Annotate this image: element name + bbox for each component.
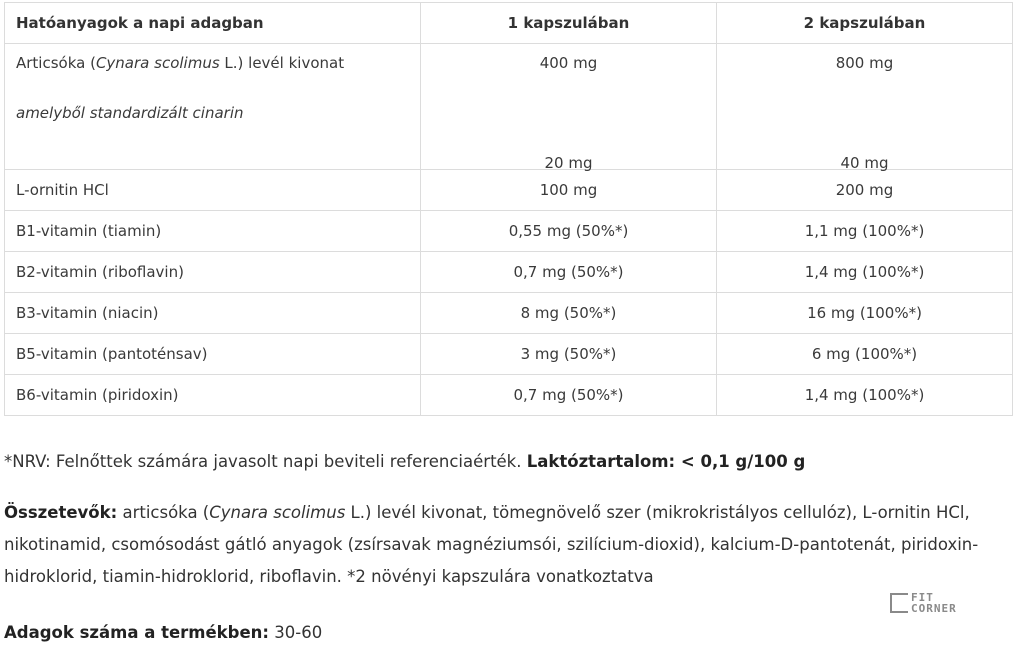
nrv-note: *NRV: Felnőttek számára javasolt napi beviteli referenciaérték. Laktóztartalom: < 0,1 g/100 g bbox=[4, 452, 806, 471]
artichoke-dose1: 400 mg bbox=[539, 54, 598, 72]
artichoke-dose2-cell bbox=[717, 44, 1013, 170]
row-dose1: 100 mg bbox=[421, 170, 717, 211]
row-dose2: 1,4 mg (100%*) bbox=[717, 375, 1013, 416]
header-two-capsules: 2 kapszulában bbox=[717, 3, 1013, 44]
table-row bbox=[5, 211, 1013, 252]
row-dose2: 1,1 mg (100%*) bbox=[717, 211, 1013, 252]
cinarin-dose1: 20 mg bbox=[544, 154, 593, 172]
row-name: B5-vitamin (pantoténsav) bbox=[5, 334, 421, 375]
fitcorner-logo: FIT CORNER bbox=[890, 591, 990, 617]
row-name: B6-vitamin (piridoxin) bbox=[5, 375, 421, 416]
row-dose1: 0,7 mg (50%*) bbox=[421, 252, 717, 293]
table-header-row bbox=[5, 3, 1013, 44]
row-dose2: 200 mg bbox=[717, 170, 1013, 211]
servings-line bbox=[4, 617, 1014, 649]
table-row bbox=[5, 334, 1013, 375]
artichoke-dose2: 800 mg bbox=[835, 54, 894, 72]
header-one-capsule: 1 kapszulában bbox=[421, 3, 717, 44]
lactose-content: Laktóztartalom: < 0,1 g/100 g bbox=[526, 452, 806, 471]
row-name: B3-vitamin (niacin) bbox=[5, 293, 421, 334]
table-row bbox=[5, 375, 1013, 416]
logo-bracket-icon bbox=[890, 593, 908, 613]
ingredients-label: Összetevők: bbox=[4, 503, 118, 522]
header-ingredients: Hatóanyagok a napi adagban bbox=[5, 3, 421, 44]
row-name: B1-vitamin (tiamin) bbox=[5, 211, 421, 252]
table-row bbox=[5, 252, 1013, 293]
row-dose1: 3 mg (50%*) bbox=[421, 334, 717, 375]
table-row bbox=[5, 293, 1013, 334]
servings-label: Adagok száma a termékben: bbox=[4, 623, 270, 642]
table-row-artichoke bbox=[5, 44, 1013, 170]
row-dose2: 6 mg (100%*) bbox=[717, 334, 1013, 375]
row-name: B2-vitamin (riboflavin) bbox=[5, 252, 421, 293]
row-name: L-ornitin HCl bbox=[5, 170, 421, 211]
cinarin-sub-label: amelyből standardizált cinarin bbox=[16, 104, 244, 122]
artichoke-name-cell bbox=[5, 44, 421, 170]
cinarin-dose2: 40 mg bbox=[840, 154, 889, 172]
artichoke-dose1-cell bbox=[421, 44, 717, 170]
ingredients-paragraph: Összetevők: articsóka (Cynara scolimus L.) levél kivonat, tömegnövelő szer (mikrokristályos cellulóz), L-ornitin HCl, nikotinamid, csomósodást gátló anyagok (zsírsavak magnéziumsói, szilícium-dioxid), kalcium-D-pantotenát, piridoxin-hidroklorid, tiamin-hidroklorid, riboflavin. *2 növényi kapszulára vonatkoztatva bbox=[4, 503, 979, 586]
row-dose1: 8 mg (50%*) bbox=[421, 293, 717, 334]
row-dose1: 0,55 mg (50%*) bbox=[421, 211, 717, 252]
servings-value: 30-60 bbox=[269, 623, 323, 642]
row-dose1: 0,7 mg (50%*) bbox=[421, 375, 717, 416]
table-row bbox=[5, 170, 1013, 211]
row-dose2: 1,4 mg (100%*) bbox=[717, 252, 1013, 293]
nutrition-table bbox=[4, 2, 1013, 416]
artichoke-label: Articsóka (Cynara scolimus L.) levél kivonat bbox=[16, 54, 345, 72]
row-dose2: 16 mg (100%*) bbox=[717, 293, 1013, 334]
